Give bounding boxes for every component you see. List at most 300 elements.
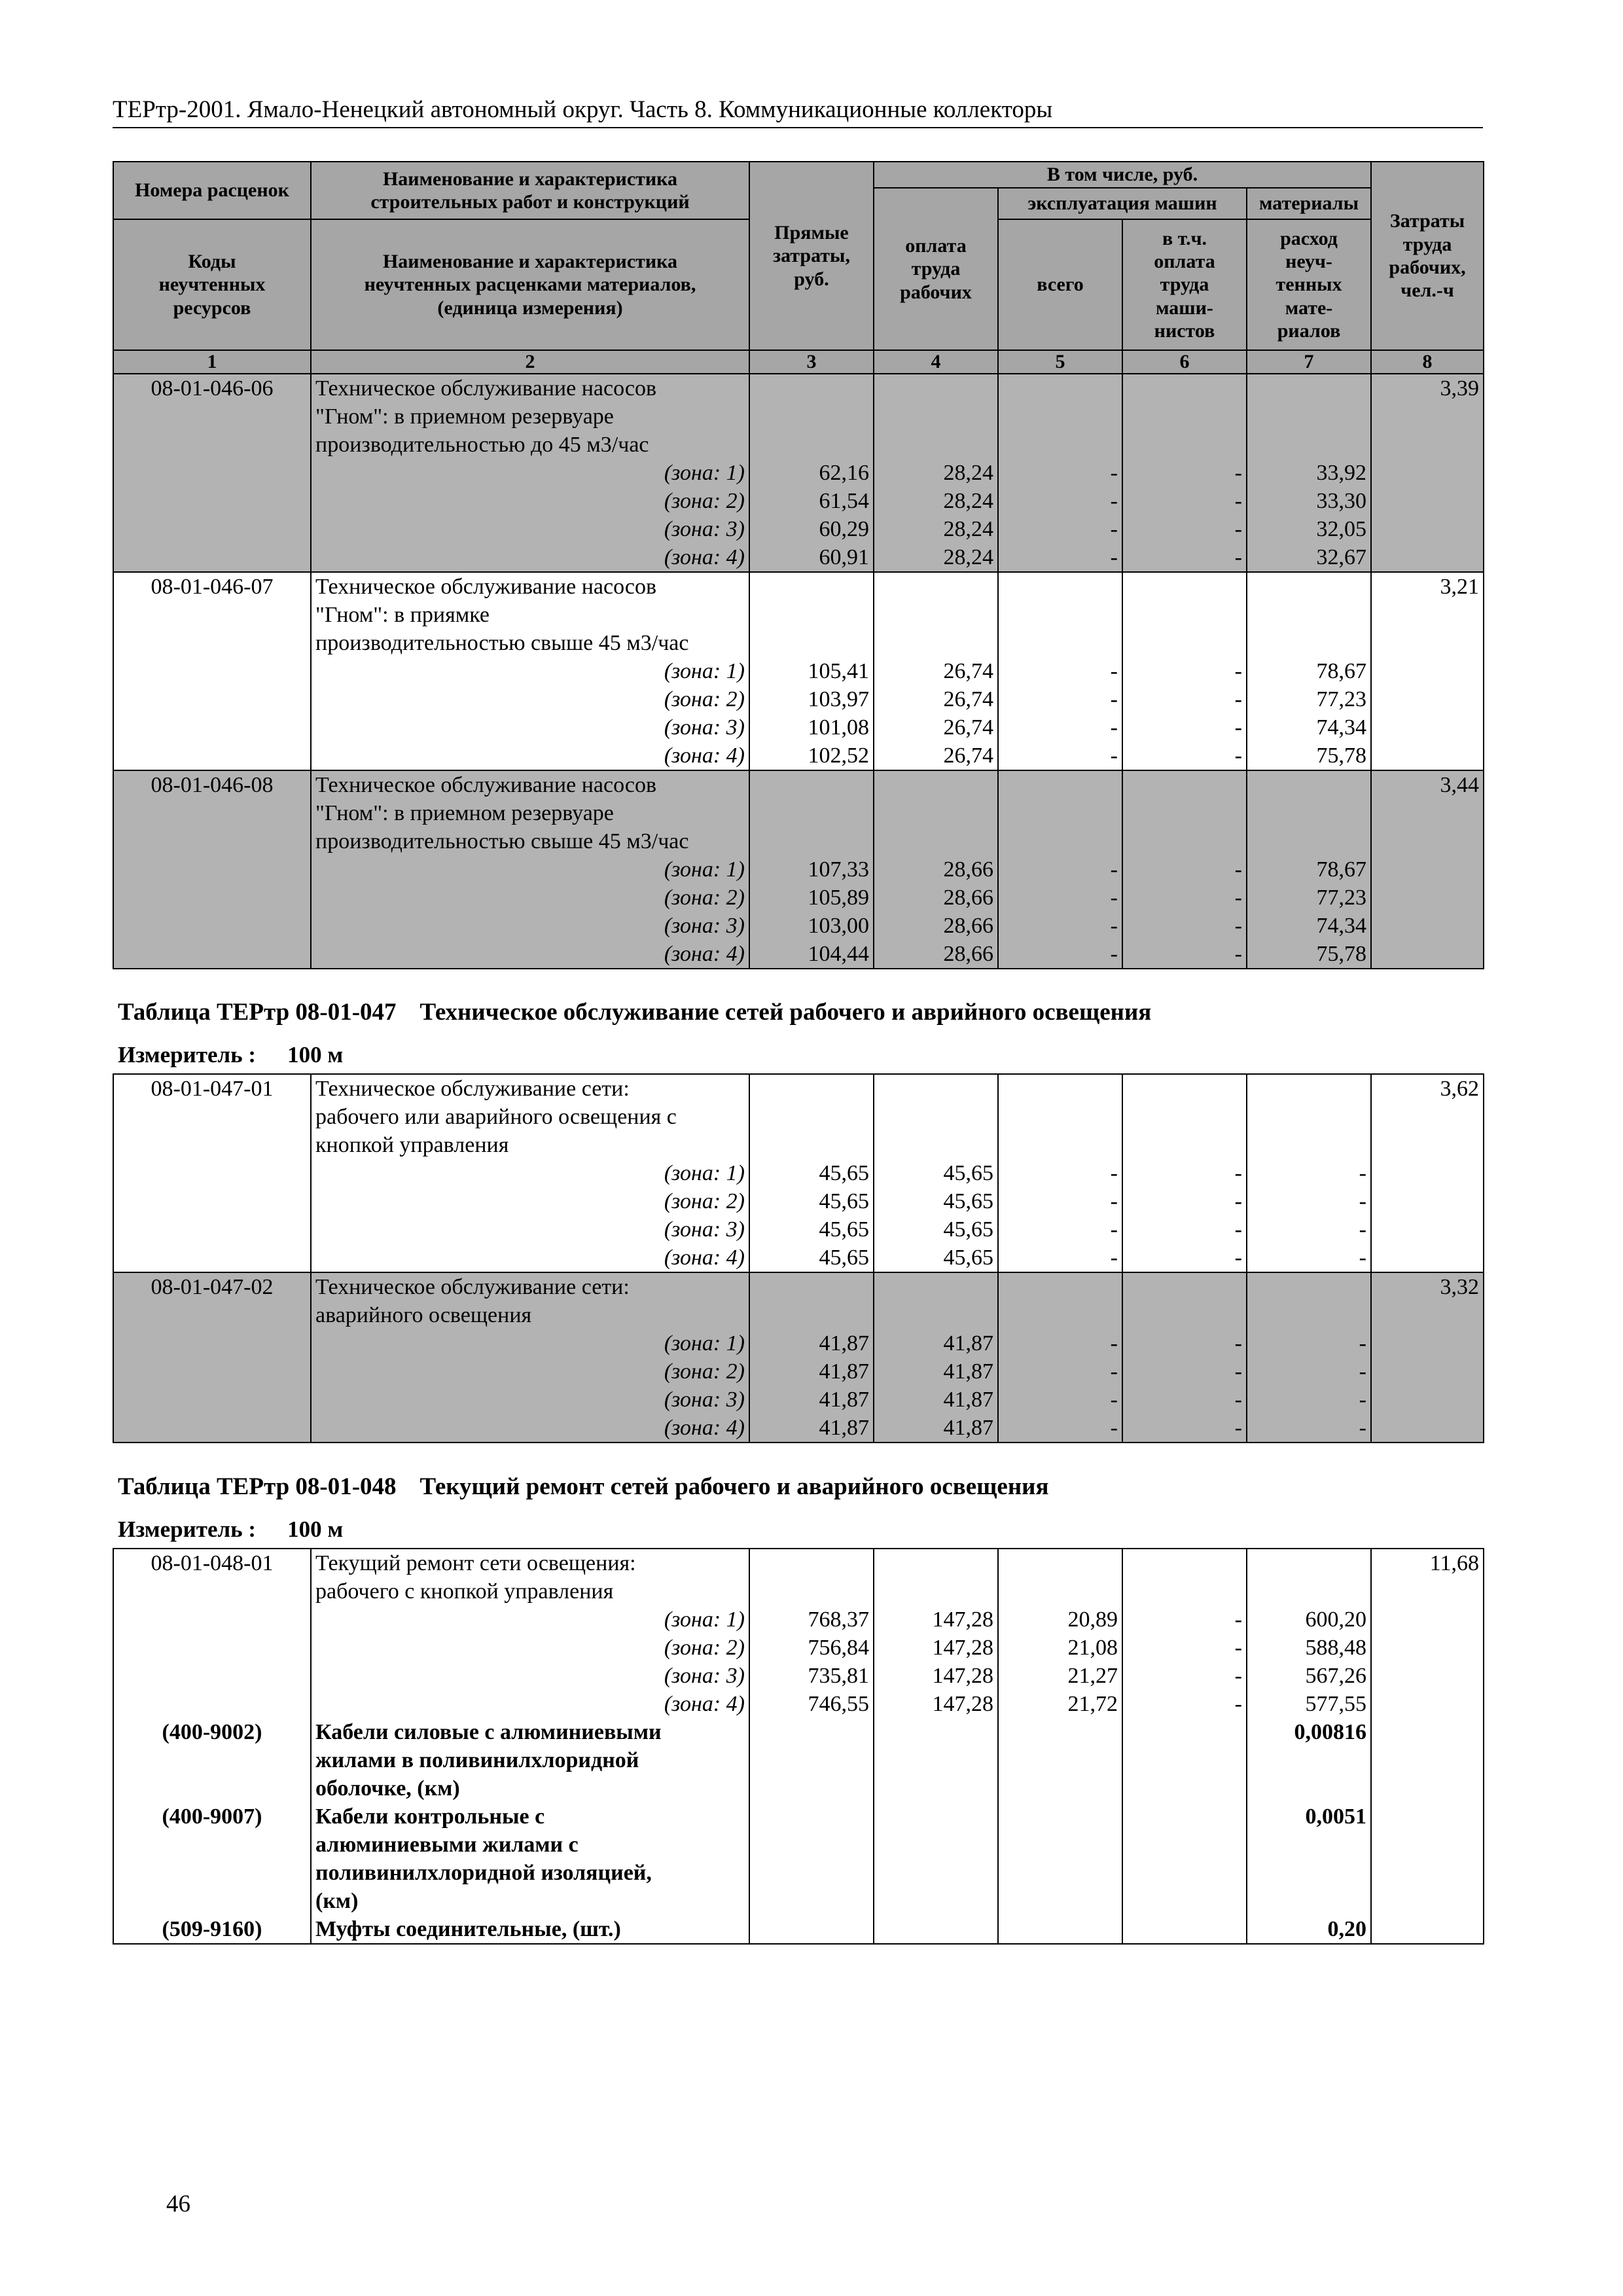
spacer bbox=[1003, 374, 1118, 403]
zone-value: - bbox=[1234, 1636, 1242, 1660]
rate-name-line: Техническое обслуживание насосов bbox=[315, 376, 657, 401]
rate-row bbox=[113, 1549, 1484, 1718]
empty-cell bbox=[1122, 1803, 1247, 1915]
resource-value-cell bbox=[1247, 1718, 1371, 1803]
c7-l4: мате- bbox=[1285, 296, 1333, 319]
spacer bbox=[1251, 827, 1366, 855]
rate-row bbox=[113, 374, 1484, 572]
value-cell-col5 bbox=[998, 374, 1122, 572]
spacer bbox=[878, 1131, 993, 1159]
spacer bbox=[1251, 1103, 1366, 1131]
value-cell-col6 bbox=[1122, 1272, 1247, 1443]
value-cell-col6 bbox=[1122, 770, 1247, 969]
resource-code: (400-9007) bbox=[162, 1804, 262, 1829]
zone-value: - bbox=[1110, 942, 1118, 966]
zone-value: - bbox=[1234, 1416, 1242, 1440]
zone-value: - bbox=[1110, 1388, 1118, 1412]
zone-value: 28,24 bbox=[943, 461, 993, 485]
rate-row bbox=[113, 1074, 1484, 1272]
zone-value: - bbox=[1110, 1331, 1118, 1355]
zone-label: (зона: 3) bbox=[664, 517, 745, 541]
spacer bbox=[878, 827, 993, 855]
labor-cell bbox=[1371, 770, 1484, 969]
value-cell-col7 bbox=[1247, 1074, 1371, 1272]
zone-value: 28,24 bbox=[943, 489, 993, 513]
value-cell-col5 bbox=[998, 572, 1122, 770]
rate-row bbox=[113, 1272, 1484, 1443]
resource-row bbox=[113, 1803, 1484, 1915]
rate-code-cell bbox=[113, 1272, 311, 1443]
spacer bbox=[754, 1103, 869, 1131]
value-cell-col7 bbox=[1247, 1272, 1371, 1443]
spacer bbox=[1003, 431, 1118, 459]
zone-value: 41,87 bbox=[943, 1416, 993, 1440]
zone-label: (зона: 4) bbox=[664, 744, 745, 768]
value-cell-col4 bbox=[874, 572, 998, 770]
zone-value: 45,65 bbox=[943, 1217, 993, 1242]
col-workers-pay bbox=[874, 188, 998, 350]
spacer bbox=[878, 1549, 993, 1577]
col-work-name-l1: Наименование и характеристика bbox=[382, 168, 678, 190]
table-047-measure bbox=[118, 1042, 343, 1068]
labor-cell bbox=[1371, 374, 1484, 572]
spacer bbox=[1251, 573, 1366, 601]
resource-code-cell bbox=[113, 1718, 311, 1803]
zone-value: - bbox=[1110, 1246, 1118, 1270]
zone-value: - bbox=[1110, 1416, 1118, 1440]
zone-value: 107,33 bbox=[808, 857, 869, 882]
zone-value: - bbox=[1234, 1359, 1242, 1384]
zone-value: - bbox=[1234, 1388, 1242, 1412]
labor-cell bbox=[1371, 1549, 1484, 1718]
spacer bbox=[1251, 771, 1366, 799]
col-materials: материалы bbox=[1247, 188, 1371, 219]
spacer bbox=[1251, 403, 1366, 431]
rate-name-line: производительностью свыше 45 м3/час bbox=[315, 829, 689, 853]
table-048-caption bbox=[118, 1473, 1048, 1501]
zone-value: 28,66 bbox=[943, 886, 993, 910]
rate-code-cell bbox=[113, 572, 311, 770]
spacer bbox=[754, 601, 869, 629]
spacer bbox=[1127, 771, 1242, 799]
table-048-measure bbox=[118, 1516, 343, 1543]
colnum-8: 8 bbox=[1371, 350, 1484, 374]
resource-row bbox=[113, 1915, 1484, 1944]
spacer bbox=[1003, 1301, 1118, 1329]
resource-row bbox=[113, 1718, 1484, 1803]
spacer bbox=[1003, 1131, 1118, 1159]
zone-value: - bbox=[1234, 1692, 1242, 1716]
spacer bbox=[1251, 1131, 1366, 1159]
rate-name-line: производительностью до 45 м3/час bbox=[315, 433, 649, 457]
spacer bbox=[878, 573, 993, 601]
zone-value: - bbox=[1234, 942, 1242, 966]
zone-value: 77,23 bbox=[1316, 687, 1367, 711]
value-cell-col5 bbox=[998, 1074, 1122, 1272]
spacer bbox=[1251, 1273, 1366, 1301]
zone-value: - bbox=[1110, 489, 1118, 513]
zone-value: 45,65 bbox=[819, 1189, 869, 1213]
zone-value: 28,24 bbox=[943, 517, 993, 541]
spacer bbox=[754, 1549, 869, 1577]
spacer bbox=[754, 629, 869, 657]
spacer bbox=[878, 771, 993, 799]
zone-value: 78,67 bbox=[1316, 857, 1367, 882]
c1b-l1: Коды bbox=[188, 250, 236, 272]
rates-table-048 bbox=[113, 1548, 1484, 1945]
value-cell-col3 bbox=[749, 1074, 874, 1272]
zone-label: (зона: 1) bbox=[664, 1331, 745, 1355]
zone-value: 588,48 bbox=[1305, 1636, 1366, 1660]
spacer bbox=[1251, 799, 1366, 827]
zone-label: (зона: 2) bbox=[664, 1636, 745, 1660]
spacer bbox=[1127, 1549, 1242, 1577]
spacer bbox=[1003, 1549, 1118, 1577]
c1b-l2: неучтенных bbox=[158, 274, 266, 296]
rate-name-line: "Гном": в приемном резервуаре bbox=[315, 404, 614, 429]
table-047-code: Таблица ТЕРтр 08-01-047 bbox=[118, 999, 397, 1026]
spacer bbox=[1003, 1273, 1118, 1301]
value-cell-col4 bbox=[874, 1074, 998, 1272]
col-machinists-pay bbox=[1122, 219, 1247, 350]
c7-l5: риалов bbox=[1277, 320, 1341, 342]
zone-value: 33,30 bbox=[1316, 489, 1367, 513]
zone-value: - bbox=[1234, 1331, 1242, 1355]
zone-value: 26,74 bbox=[943, 687, 993, 711]
spacer bbox=[1003, 1075, 1118, 1103]
labor-cell bbox=[1371, 1074, 1484, 1272]
resource-name-cell bbox=[311, 1915, 749, 1944]
c3-l1: Прямые bbox=[774, 221, 849, 243]
zone-value: - bbox=[1110, 461, 1118, 485]
zone-value: 61,54 bbox=[819, 489, 869, 513]
zone-value: - bbox=[1234, 715, 1242, 740]
zone-label: (зона: 3) bbox=[664, 1217, 745, 1242]
zone-value: - bbox=[1110, 1189, 1118, 1213]
measure-value: 100 м bbox=[287, 1042, 344, 1067]
zone-value: 74,34 bbox=[1316, 715, 1367, 740]
measure-label: Измеритель : bbox=[118, 1042, 257, 1067]
zone-value: - bbox=[1234, 744, 1242, 768]
zone-value: 105,89 bbox=[808, 886, 869, 910]
zone-value: 26,74 bbox=[943, 659, 993, 683]
empty-cell bbox=[874, 1803, 998, 1915]
zone-label: (зона: 2) bbox=[664, 1359, 745, 1384]
spacer bbox=[1127, 374, 1242, 403]
spacer bbox=[1003, 1103, 1118, 1131]
c7-l3: тенных bbox=[1275, 274, 1342, 296]
spacer bbox=[1251, 374, 1366, 403]
rate-row bbox=[113, 572, 1484, 770]
resource-name-line: оболочке, (км) bbox=[315, 1776, 460, 1801]
spacer bbox=[754, 431, 869, 459]
spacer bbox=[754, 1577, 869, 1605]
empty-cell bbox=[874, 1718, 998, 1803]
zone-value: - bbox=[1234, 1217, 1242, 1242]
zone-value: 32,05 bbox=[1316, 517, 1367, 541]
c1b-l3: ресурсов bbox=[173, 296, 251, 319]
zone-value: 147,28 bbox=[932, 1607, 993, 1632]
table-047-title: Техническое обслуживание сетей рабочего и аврийного освещения bbox=[419, 999, 1152, 1026]
col-including: В том числе, руб. bbox=[874, 162, 1371, 188]
labor-cell bbox=[1371, 572, 1484, 770]
empty-cell bbox=[749, 1915, 874, 1944]
zone-value: - bbox=[1234, 886, 1242, 910]
c6-l3: труда bbox=[1160, 274, 1209, 296]
zone-value: - bbox=[1110, 1217, 1118, 1242]
zone-value: 74,34 bbox=[1316, 914, 1367, 938]
spacer bbox=[754, 1131, 869, 1159]
zone-label: (зона: 4) bbox=[664, 1692, 745, 1716]
spacer bbox=[754, 1273, 869, 1301]
value-cell-col6 bbox=[1122, 572, 1247, 770]
resource-code-cell bbox=[113, 1803, 311, 1915]
zone-label: (зона: 4) bbox=[664, 545, 745, 569]
zone-value: 45,65 bbox=[943, 1246, 993, 1270]
table-047-caption bbox=[118, 998, 1151, 1026]
spacer bbox=[1127, 827, 1242, 855]
rate-name-line: Техническое обслуживание сети: bbox=[315, 1275, 630, 1299]
rate-code: 08-01-048-01 bbox=[151, 1551, 274, 1575]
value-cell-col6 bbox=[1122, 1074, 1247, 1272]
spacer bbox=[878, 374, 993, 403]
resource-value-cell bbox=[1247, 1915, 1371, 1944]
resource-value: 0,0051 bbox=[1305, 1804, 1366, 1829]
spacer bbox=[754, 573, 869, 601]
zone-value: 28,66 bbox=[943, 914, 993, 938]
value-cell-col7 bbox=[1247, 770, 1371, 969]
zone-value: 26,74 bbox=[943, 744, 993, 768]
labor-value: 3,44 bbox=[1440, 773, 1480, 797]
col-direct-costs bbox=[749, 162, 874, 350]
rate-name-line: Текущий ремонт сети освещения: bbox=[315, 1551, 636, 1575]
zone-value: 147,28 bbox=[932, 1664, 993, 1688]
col-work-name-l2: строительных работ и конструкций bbox=[370, 191, 690, 213]
c3-l3: руб. bbox=[794, 268, 829, 290]
value-cell-col5 bbox=[998, 1272, 1122, 1443]
zone-value: - bbox=[1359, 1359, 1366, 1384]
zone-value: 75,78 bbox=[1316, 942, 1367, 966]
rate-name-cell bbox=[311, 1549, 749, 1718]
value-cell-col4 bbox=[874, 770, 998, 969]
zone-value: 103,00 bbox=[808, 914, 869, 938]
spacer bbox=[1127, 403, 1242, 431]
col-machines: эксплуатация машин bbox=[998, 188, 1247, 219]
resource-code: (400-9002) bbox=[162, 1720, 262, 1744]
spacer bbox=[1251, 1075, 1366, 1103]
c6-l1: в т.ч. bbox=[1162, 227, 1207, 249]
zone-value: 41,87 bbox=[819, 1416, 869, 1440]
zone-value: 41,87 bbox=[943, 1331, 993, 1355]
rate-name-cell bbox=[311, 770, 749, 969]
zone-value: 45,65 bbox=[819, 1217, 869, 1242]
rate-name-line: Техническое обслуживание насосов bbox=[315, 575, 657, 599]
resource-name-line: Муфты соединительные, (шт.) bbox=[315, 1917, 621, 1941]
zone-label: (зона: 3) bbox=[664, 914, 745, 938]
zone-value: - bbox=[1359, 1246, 1366, 1270]
value-cell-col7 bbox=[1247, 1549, 1371, 1718]
zone-value: - bbox=[1110, 1359, 1118, 1384]
zone-value: - bbox=[1110, 744, 1118, 768]
spacer bbox=[1251, 1301, 1366, 1329]
zone-value: 28,24 bbox=[943, 545, 993, 569]
zone-value: - bbox=[1234, 517, 1242, 541]
spacer bbox=[1127, 1131, 1242, 1159]
c7-l1: расход bbox=[1280, 227, 1338, 249]
labor-cell bbox=[1371, 1272, 1484, 1443]
empty-cell bbox=[1371, 1803, 1484, 1915]
zone-value: - bbox=[1359, 1217, 1366, 1242]
spacer bbox=[878, 1301, 993, 1329]
zone-value: - bbox=[1234, 687, 1242, 711]
spacer bbox=[754, 799, 869, 827]
spacer bbox=[754, 771, 869, 799]
zone-value: 756,84 bbox=[808, 1636, 869, 1660]
spacer bbox=[1251, 1577, 1366, 1605]
zone-value: 41,87 bbox=[943, 1388, 993, 1412]
rate-name-line: Техническое обслуживание сети: bbox=[315, 1077, 630, 1101]
empty-cell bbox=[749, 1718, 874, 1803]
zone-value: 45,65 bbox=[943, 1189, 993, 1213]
zone-value: - bbox=[1359, 1161, 1366, 1185]
zone-value: 105,41 bbox=[808, 659, 869, 683]
rate-code: 08-01-046-06 bbox=[151, 376, 274, 401]
rate-code: 08-01-046-08 bbox=[151, 773, 274, 797]
spacer bbox=[1127, 1075, 1242, 1103]
spacer bbox=[878, 431, 993, 459]
labor-value: 3,32 bbox=[1440, 1275, 1479, 1299]
rate-code-cell bbox=[113, 374, 311, 572]
zone-value: - bbox=[1110, 715, 1118, 740]
resource-name-line: поливинилхлоридной изоляцией, bbox=[315, 1861, 652, 1885]
c2b-l2: неучтенных расценками материалов, bbox=[364, 274, 696, 296]
spacer bbox=[1127, 601, 1242, 629]
spacer bbox=[1127, 1273, 1242, 1301]
resource-value: 0,00816 bbox=[1294, 1720, 1366, 1744]
zone-value: 147,28 bbox=[932, 1692, 993, 1716]
zone-value: 41,87 bbox=[943, 1359, 993, 1384]
c6-l5: нистов bbox=[1154, 320, 1215, 342]
rate-code: 08-01-046-07 bbox=[151, 575, 274, 599]
zone-value: - bbox=[1110, 857, 1118, 882]
value-cell-col3 bbox=[749, 1272, 874, 1443]
zone-value: 735,81 bbox=[808, 1664, 869, 1688]
col-unaccounted-materials bbox=[1247, 219, 1371, 350]
zone-value: 600,20 bbox=[1305, 1607, 1366, 1632]
spacer bbox=[1003, 403, 1118, 431]
c2b-l1: Наименование и характеристика bbox=[382, 250, 678, 272]
rate-name-line: Техническое обслуживание насосов bbox=[315, 773, 657, 797]
spacer bbox=[878, 1273, 993, 1301]
value-cell-col4 bbox=[874, 374, 998, 572]
spacer bbox=[878, 1075, 993, 1103]
c7-l2: неуч- bbox=[1285, 250, 1332, 272]
spacer bbox=[1251, 1549, 1366, 1577]
zone-value: 101,08 bbox=[808, 715, 869, 740]
value-cell-col5 bbox=[998, 1549, 1122, 1718]
rate-name-cell bbox=[311, 1074, 749, 1272]
col-machines-total: всего bbox=[998, 219, 1122, 350]
zone-value: 62,16 bbox=[819, 461, 869, 485]
rate-code-cell bbox=[113, 1074, 311, 1272]
zone-value: 20,89 bbox=[1067, 1607, 1118, 1632]
colnum-1: 1 bbox=[113, 350, 311, 374]
zone-value: 103,97 bbox=[808, 687, 869, 711]
zone-value: - bbox=[1234, 461, 1242, 485]
rates-table-047 bbox=[113, 1073, 1484, 1443]
resource-code-cell bbox=[113, 1915, 311, 1944]
table-header bbox=[113, 162, 1484, 374]
zone-label: (зона: 3) bbox=[664, 715, 745, 740]
zone-value: - bbox=[1234, 1161, 1242, 1185]
spacer bbox=[1003, 601, 1118, 629]
colnum-5: 5 bbox=[998, 350, 1122, 374]
zone-value: - bbox=[1234, 914, 1242, 938]
col-rate-number: Номера расценок bbox=[113, 162, 311, 219]
zone-value: - bbox=[1359, 1388, 1366, 1412]
zone-value: 77,23 bbox=[1316, 886, 1367, 910]
empty-cell bbox=[1371, 1718, 1484, 1803]
value-cell-col6 bbox=[1122, 374, 1247, 572]
zone-label: (зона: 2) bbox=[664, 687, 745, 711]
c2b-l3: (единица измерения) bbox=[437, 296, 623, 319]
zone-label: (зона: 1) bbox=[664, 1161, 745, 1185]
zone-value: - bbox=[1359, 1416, 1366, 1440]
empty-cell bbox=[1122, 1915, 1247, 1944]
spacer bbox=[878, 629, 993, 657]
c6-l4: маши- bbox=[1156, 296, 1213, 319]
zone-value: - bbox=[1110, 687, 1118, 711]
c8-l2: труда bbox=[1402, 233, 1452, 255]
labor-value: 3,39 bbox=[1440, 376, 1480, 401]
zone-value: - bbox=[1234, 659, 1242, 683]
zone-label: (зона: 3) bbox=[664, 1664, 745, 1688]
c6-l2: оплата bbox=[1154, 250, 1215, 272]
table-048-title: Текущий ремонт сетей рабочего и аварийного освещения bbox=[419, 1473, 1049, 1500]
page-number: 46 bbox=[166, 2191, 190, 2217]
empty-cell bbox=[1122, 1718, 1247, 1803]
c4-l1: оплата bbox=[905, 234, 967, 257]
rate-name-line: аварийного освещения bbox=[315, 1303, 532, 1327]
zone-value: - bbox=[1359, 1189, 1366, 1213]
zone-label: (зона: 1) bbox=[664, 857, 745, 882]
zone-value: - bbox=[1110, 659, 1118, 683]
zone-value: 567,26 bbox=[1305, 1664, 1366, 1688]
zone-value: 28,66 bbox=[943, 942, 993, 966]
spacer bbox=[1003, 771, 1118, 799]
col-work-name bbox=[311, 162, 749, 219]
zone-value: 45,65 bbox=[819, 1161, 869, 1185]
labor-value: 3,62 bbox=[1440, 1077, 1479, 1101]
col-labor-costs bbox=[1371, 162, 1484, 350]
zone-value: - bbox=[1234, 489, 1242, 513]
zone-label: (зона: 2) bbox=[664, 489, 745, 513]
resource-value-cell bbox=[1247, 1803, 1371, 1915]
rate-name-line: кнопкой управления bbox=[315, 1133, 509, 1157]
spacer bbox=[1251, 629, 1366, 657]
rate-code-cell bbox=[113, 1549, 311, 1718]
col-material-names bbox=[311, 219, 749, 350]
zone-label: (зона: 4) bbox=[664, 1416, 745, 1440]
zone-value: - bbox=[1110, 517, 1118, 541]
c8-l1: Затраты bbox=[1389, 210, 1465, 232]
page-header: ТЕРтр-2001. Ямало-Ненецкий автономный округ. Часть 8. Коммуникационные коллекторы bbox=[113, 96, 1483, 128]
measure-value: 100 м bbox=[287, 1516, 344, 1542]
spacer bbox=[754, 374, 869, 403]
rate-name-line: "Гном": в приямке bbox=[315, 603, 490, 627]
rate-code: 08-01-047-02 bbox=[151, 1275, 274, 1299]
colnum-3: 3 bbox=[749, 350, 874, 374]
